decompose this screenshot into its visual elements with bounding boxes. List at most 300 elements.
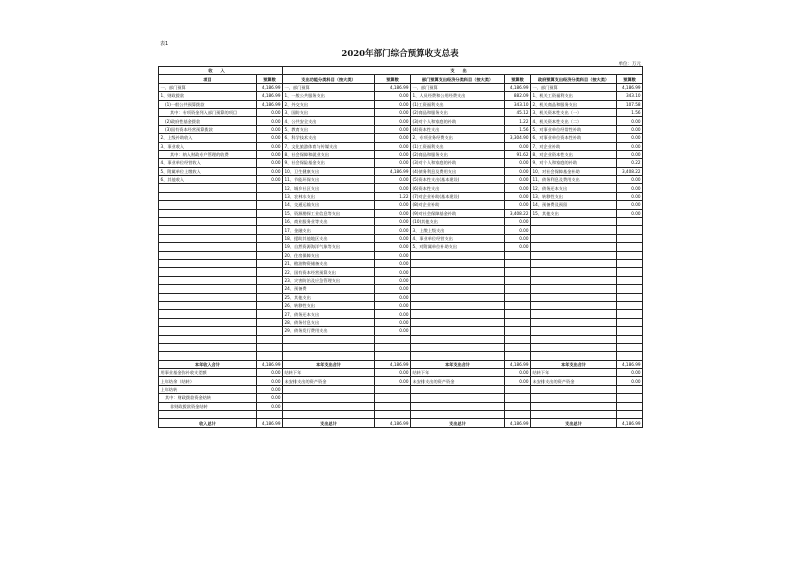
table-row	[159, 209, 643, 217]
item-cell: 24、预备费	[283, 285, 375, 293]
item-cell	[531, 218, 617, 226]
item-cell	[159, 259, 257, 267]
amount-cell: 0.00	[505, 226, 531, 234]
table-row	[159, 377, 643, 385]
amount-cell: 107.58	[617, 100, 643, 108]
item-cell: 未安排支出的资产资金	[283, 377, 375, 385]
table-row	[159, 369, 643, 377]
item-cell: (10)其他支出	[411, 218, 505, 226]
amount-cell	[505, 276, 531, 284]
amount-cell: 343.10	[617, 92, 643, 100]
amount-cell: 4,186.99	[375, 360, 411, 368]
amount-cell: 0.00	[257, 125, 283, 133]
item-cell: 支出总计	[411, 419, 505, 427]
amount-cell: 1.56	[617, 108, 643, 116]
amount-cell	[375, 394, 411, 402]
item-cell	[283, 385, 375, 393]
item-cell	[159, 184, 257, 192]
amount-cell	[617, 335, 643, 343]
amount-cell	[257, 218, 283, 226]
item-cell: 5、附属单位上缴收入	[159, 167, 257, 175]
item-cell: 29、债务发行费用支出	[283, 327, 375, 335]
amount-cell: 0.00	[617, 134, 643, 142]
item-cell: 支出总计	[531, 419, 617, 427]
amount-cell: 0.00	[617, 192, 643, 200]
column-header: 支出功能分类科目（按大类）	[283, 75, 375, 83]
amount-cell	[375, 411, 411, 419]
amount-cell: 0.00	[257, 150, 283, 158]
item-cell: (4)资本性支出	[411, 125, 505, 133]
column-header: 项目	[159, 75, 257, 83]
amount-cell	[505, 318, 531, 326]
item-cell	[159, 201, 257, 209]
table-row	[159, 301, 643, 309]
item-cell	[283, 411, 375, 419]
item-cell	[411, 385, 505, 393]
column-header-row	[159, 75, 643, 83]
amount-cell: 0.00	[375, 176, 411, 184]
amount-cell	[375, 385, 411, 393]
item-cell: 4、公共安全支出	[283, 117, 375, 125]
item-cell: 1、人员经费和公用经费支出	[411, 92, 505, 100]
item-cell	[283, 394, 375, 402]
item-cell: 2、上级补助收入	[159, 134, 257, 142]
amount-cell: 0.00	[257, 176, 283, 184]
item-cell: 上年结余（结转）	[159, 377, 257, 385]
amount-cell	[257, 327, 283, 335]
item-cell: 一、部门预算	[411, 83, 505, 91]
amount-cell: 0.00	[505, 243, 531, 251]
amount-cell	[257, 243, 283, 251]
amount-cell: 0.00	[375, 100, 411, 108]
amount-cell: 0.00	[375, 159, 411, 167]
amount-cell	[617, 411, 643, 419]
table-row	[159, 419, 643, 427]
amount-cell	[375, 335, 411, 343]
item-cell	[159, 293, 257, 301]
amount-cell: 4,186.99	[617, 419, 643, 427]
item-cell: 19、自然资源海洋气象等支出	[283, 243, 375, 251]
item-cell: 11、债务利息及费用支出	[531, 176, 617, 184]
amount-cell	[375, 343, 411, 351]
amount-cell	[257, 184, 283, 192]
item-cell: 5、对附属单位补助支出	[411, 243, 505, 251]
amount-cell	[617, 226, 643, 234]
table-row	[159, 108, 643, 116]
item-cell: (2)商品和服务支出	[411, 108, 505, 116]
amount-cell: 4,186.99	[257, 100, 283, 108]
amount-cell: 0.00	[505, 369, 531, 377]
amount-cell	[617, 318, 643, 326]
item-cell	[159, 301, 257, 309]
amount-cell: 4,186.99	[257, 419, 283, 427]
amount-cell: 0.00	[505, 167, 531, 175]
item-cell: 21、粮油物资储备支出	[283, 259, 375, 267]
amount-cell: 0.00	[375, 125, 411, 133]
item-cell: 本年支出合计	[283, 360, 375, 368]
item-cell	[159, 285, 257, 293]
table-row	[159, 394, 643, 402]
amount-cell: 4,186.99	[617, 83, 643, 91]
amount-cell	[257, 343, 283, 351]
item-cell: 15、资源勘探工业信息等支出	[283, 209, 375, 217]
amount-cell	[257, 310, 283, 318]
amount-cell: 0.00	[617, 117, 643, 125]
amount-cell: 1.56	[505, 125, 531, 133]
amount-cell	[505, 394, 531, 402]
item-cell	[159, 268, 257, 276]
table-row	[159, 243, 643, 251]
amount-cell: 0.00	[375, 318, 411, 326]
amount-cell: 0.00	[505, 377, 531, 385]
item-cell	[411, 402, 505, 410]
item-cell: 一、部门预算	[283, 83, 375, 91]
item-cell: (5)资本性支出(基本建设)	[411, 176, 505, 184]
table-row	[159, 352, 643, 360]
item-cell	[411, 251, 505, 259]
amount-cell: 0.00	[257, 385, 283, 393]
amount-cell	[257, 192, 283, 200]
item-cell	[159, 251, 257, 259]
item-cell: 20、住房保障支出	[283, 251, 375, 259]
item-cell: 一、部门预算	[531, 83, 617, 91]
item-cell: 22、国有资本经营预算支出	[283, 268, 375, 276]
amount-cell	[617, 310, 643, 318]
amount-cell	[257, 293, 283, 301]
item-cell	[411, 259, 505, 267]
item-cell: 7、文化旅游体育与传媒支出	[283, 142, 375, 150]
income-section-header: 收入	[159, 67, 283, 75]
item-cell	[411, 268, 505, 276]
table-row	[159, 125, 643, 133]
amount-cell: 0.00	[375, 142, 411, 150]
item-cell: (9)对社会保障基金补助	[411, 209, 505, 217]
item-cell	[159, 209, 257, 217]
amount-cell: 0.00	[617, 142, 643, 150]
item-cell: 7、对企业补助	[531, 142, 617, 150]
item-cell: 6、对事业单位资本性补助	[531, 134, 617, 142]
corner-label: 表1	[160, 41, 169, 47]
table-row	[159, 159, 643, 167]
amount-cell: 0.00	[375, 259, 411, 267]
amount-cell	[505, 385, 531, 393]
item-cell: 3、国防支出	[283, 108, 375, 116]
item-cell: 非财政拨款资金结转	[159, 402, 257, 410]
amount-cell: 0.00	[375, 268, 411, 276]
item-cell	[411, 335, 505, 343]
amount-cell	[257, 201, 283, 209]
item-cell: 26、转移性支出	[283, 301, 375, 309]
column-header: 预算数	[505, 75, 531, 83]
item-cell	[531, 234, 617, 242]
amount-cell: 0.00	[505, 159, 531, 167]
amount-cell: 4,186.99	[617, 360, 643, 368]
amount-cell: 0.00	[375, 226, 411, 234]
item-cell	[531, 385, 617, 393]
item-cell	[411, 276, 505, 284]
amount-cell: 0.00	[375, 209, 411, 217]
table-row	[159, 176, 643, 184]
column-header: 预算数	[257, 75, 283, 83]
amount-cell: 0.00	[375, 117, 411, 125]
item-cell: 8、社会保障和就业支出	[283, 150, 375, 158]
amount-cell	[505, 335, 531, 343]
amount-cell: 0.00	[375, 327, 411, 335]
amount-cell	[257, 335, 283, 343]
amount-cell	[257, 352, 283, 360]
amount-cell: 0.00	[375, 285, 411, 293]
amount-cell: 4,186.99	[375, 83, 411, 91]
item-cell: (3)对个人和家庭的补助	[411, 117, 505, 125]
item-cell	[159, 218, 257, 226]
amount-cell	[505, 310, 531, 318]
amount-cell	[617, 276, 643, 284]
amount-cell: 0.00	[375, 243, 411, 251]
item-cell: 6、其他收入	[159, 176, 257, 184]
amount-cell: 0.00	[617, 377, 643, 385]
item-cell: 2、机关商品和服务支出	[531, 100, 617, 108]
table-row	[159, 285, 643, 293]
amount-cell: 0.00	[617, 209, 643, 217]
amount-cell	[617, 343, 643, 351]
amount-cell: 0.00	[375, 310, 411, 318]
item-cell	[531, 394, 617, 402]
item-cell: 12、城乡社区支出	[283, 184, 375, 192]
item-cell	[531, 226, 617, 234]
amount-cell: 0.00	[617, 176, 643, 184]
amount-cell	[617, 259, 643, 267]
item-cell	[411, 318, 505, 326]
item-cell	[159, 352, 257, 360]
item-cell: 结转下年	[411, 369, 505, 377]
column-header: 预算数	[375, 75, 411, 83]
amount-cell: 3,304.90	[505, 134, 531, 142]
amount-cell: 0.00	[257, 402, 283, 410]
item-cell	[159, 192, 257, 200]
amount-cell: 0.00	[617, 184, 643, 192]
section-header-row	[159, 67, 643, 75]
amount-cell	[257, 301, 283, 309]
item-cell: 1、一般公共服务支出	[283, 92, 375, 100]
amount-cell: 4,186.99	[375, 167, 411, 175]
amount-cell	[617, 385, 643, 393]
amount-cell: 4,186.99	[375, 419, 411, 427]
item-cell: (6)资本性支出	[411, 184, 505, 192]
item-cell	[531, 343, 617, 351]
amount-cell: 0.00	[505, 234, 531, 242]
amount-cell	[257, 276, 283, 284]
amount-cell: 0.00	[505, 201, 531, 209]
amount-cell: 0.00	[257, 394, 283, 402]
item-cell	[531, 251, 617, 259]
amount-cell: 0.00	[375, 218, 411, 226]
item-cell: 28、债务付息支出	[283, 318, 375, 326]
amount-cell	[617, 301, 643, 309]
table-row	[159, 343, 643, 351]
table-row	[159, 167, 643, 175]
item-cell: 12、债务还本支出	[531, 184, 617, 192]
amount-cell: 0.00	[257, 134, 283, 142]
amount-cell	[617, 394, 643, 402]
item-cell: 4、事业单位经营支出	[411, 234, 505, 242]
amount-cell: 882.09	[505, 92, 531, 100]
amount-cell	[617, 243, 643, 251]
table-row	[159, 276, 643, 284]
amount-cell	[505, 301, 531, 309]
item-cell	[411, 394, 505, 402]
column-header: 部门预算支出经济分类科目（按大类）	[411, 75, 505, 83]
item-cell	[159, 243, 257, 251]
item-cell	[531, 318, 617, 326]
item-cell: 18、援助其他地区支出	[283, 234, 375, 242]
amount-cell: 0.00	[505, 184, 531, 192]
amount-cell: 0.00	[505, 176, 531, 184]
table-row	[159, 268, 643, 276]
table-row	[159, 318, 643, 326]
amount-cell: 0.00	[617, 125, 643, 133]
table-row	[159, 218, 643, 226]
item-cell: 结转下年	[283, 369, 375, 377]
item-cell: 其中：纳入财政专户管理的收费	[159, 150, 257, 158]
amount-cell: 0.00	[257, 108, 283, 116]
amount-cell	[375, 402, 411, 410]
table-row	[159, 259, 643, 267]
item-cell: 5、对事业单位经常性补助	[531, 125, 617, 133]
amount-cell: 0.00	[375, 134, 411, 142]
amount-cell: 0.00	[375, 150, 411, 158]
amount-cell	[617, 234, 643, 242]
amount-cell: 0.00	[505, 192, 531, 200]
item-cell: 3、上缴上级支出	[411, 226, 505, 234]
amount-cell	[505, 402, 531, 410]
table-row	[159, 83, 643, 91]
item-cell: 3、事业收入	[159, 142, 257, 150]
table-row	[159, 234, 643, 242]
item-cell	[411, 343, 505, 351]
item-cell	[531, 402, 617, 410]
item-cell: 结转下年	[531, 369, 617, 377]
amount-cell	[617, 402, 643, 410]
item-cell: 收入总计	[159, 419, 257, 427]
item-cell	[159, 234, 257, 242]
amount-cell	[617, 352, 643, 360]
item-cell: 9、社会保险基金支出	[283, 159, 375, 167]
table-row	[159, 150, 643, 158]
amount-cell	[617, 327, 643, 335]
item-cell	[531, 276, 617, 284]
item-cell	[283, 402, 375, 410]
item-cell	[411, 352, 505, 360]
amount-cell: 91.62	[505, 150, 531, 158]
table-row	[159, 226, 643, 234]
amount-cell: 0.00	[375, 108, 411, 116]
amount-cell: 45.12	[505, 108, 531, 116]
item-cell: 15、其他支出	[531, 209, 617, 217]
table-row	[159, 293, 643, 301]
table-row	[159, 100, 643, 108]
item-cell	[411, 293, 505, 301]
amount-cell: 0.00	[257, 117, 283, 125]
amount-cell	[505, 285, 531, 293]
table-row	[159, 335, 643, 343]
item-cell	[159, 335, 257, 343]
item-cell	[531, 310, 617, 318]
amount-cell: 0.00	[617, 369, 643, 377]
item-cell: 1、财政拨款	[159, 92, 257, 100]
item-cell: 10、卫生健康支出	[283, 167, 375, 175]
amount-cell	[257, 318, 283, 326]
item-cell: 未安排支出的资产资金	[531, 377, 617, 385]
amount-cell	[505, 251, 531, 259]
amount-cell: 4,186.99	[257, 360, 283, 368]
item-cell: 27、债务还本支出	[283, 310, 375, 318]
table-row	[159, 134, 643, 142]
item-cell: (3)国有资本经营预算拨款	[159, 125, 257, 133]
page-title: 2020年部门综合预算收支总表	[341, 49, 459, 59]
amount-cell: 0.00	[257, 377, 283, 385]
item-cell: 17、金融支出	[283, 226, 375, 234]
item-cell: 上年结转	[159, 385, 257, 393]
amount-cell: 0.00	[257, 167, 283, 175]
amount-cell: 0.00	[375, 234, 411, 242]
amount-cell	[257, 226, 283, 234]
amount-cell: 4,186.99	[505, 83, 531, 91]
item-cell	[411, 285, 505, 293]
item-cell: 16、商业服务业等支出	[283, 218, 375, 226]
item-cell	[531, 293, 617, 301]
amount-cell: 1.22	[505, 117, 531, 125]
item-cell: 2、专项业务经费支出	[411, 134, 505, 142]
amount-cell	[375, 352, 411, 360]
item-cell	[283, 343, 375, 351]
item-cell: (2)政府性基金拨款	[159, 117, 257, 125]
item-cell: 本年支出合计	[531, 360, 617, 368]
amount-cell: 0.00	[375, 276, 411, 284]
item-cell: 未安排支出的资产资金	[411, 377, 505, 385]
amount-cell: 0.00	[505, 142, 531, 150]
amount-cell: 4,186.99	[505, 360, 531, 368]
item-cell: 支出总计	[283, 419, 375, 427]
item-cell	[159, 343, 257, 351]
item-cell: 13、农林水支出	[283, 192, 375, 200]
unit-label: 单位：万元	[618, 62, 641, 67]
item-cell: (3)对个人和家庭的补助	[411, 159, 505, 167]
item-cell: (1)工资福利支出	[411, 142, 505, 150]
column-header: 政府预算支出经济分类科目（按大类）	[531, 75, 617, 83]
table-row	[159, 117, 643, 125]
item-cell: 25、其他支出	[283, 293, 375, 301]
amount-cell	[617, 293, 643, 301]
item-cell: 4、机关资本性支出（二）	[531, 117, 617, 125]
table-row	[159, 360, 643, 368]
budget-summary-table	[158, 66, 643, 428]
amount-cell: 0.00	[375, 301, 411, 309]
amount-cell: 0.00	[257, 369, 283, 377]
amount-cell	[505, 411, 531, 419]
item-cell: 14、交通运输支出	[283, 201, 375, 209]
item-cell: 11、节能环保支出	[283, 176, 375, 184]
item-cell: 23、灾害防治及应急管理支出	[283, 276, 375, 284]
amount-cell: 0.00	[375, 293, 411, 301]
amount-cell: 0.00	[505, 218, 531, 226]
column-header: 预算数	[617, 75, 643, 83]
item-cell	[411, 327, 505, 335]
table-row	[159, 184, 643, 192]
amount-cell: 4,186.99	[505, 419, 531, 427]
item-cell: 其中：专项资金列入部门预算的项目	[159, 108, 257, 116]
item-cell	[531, 268, 617, 276]
amount-cell: 0.00	[375, 369, 411, 377]
